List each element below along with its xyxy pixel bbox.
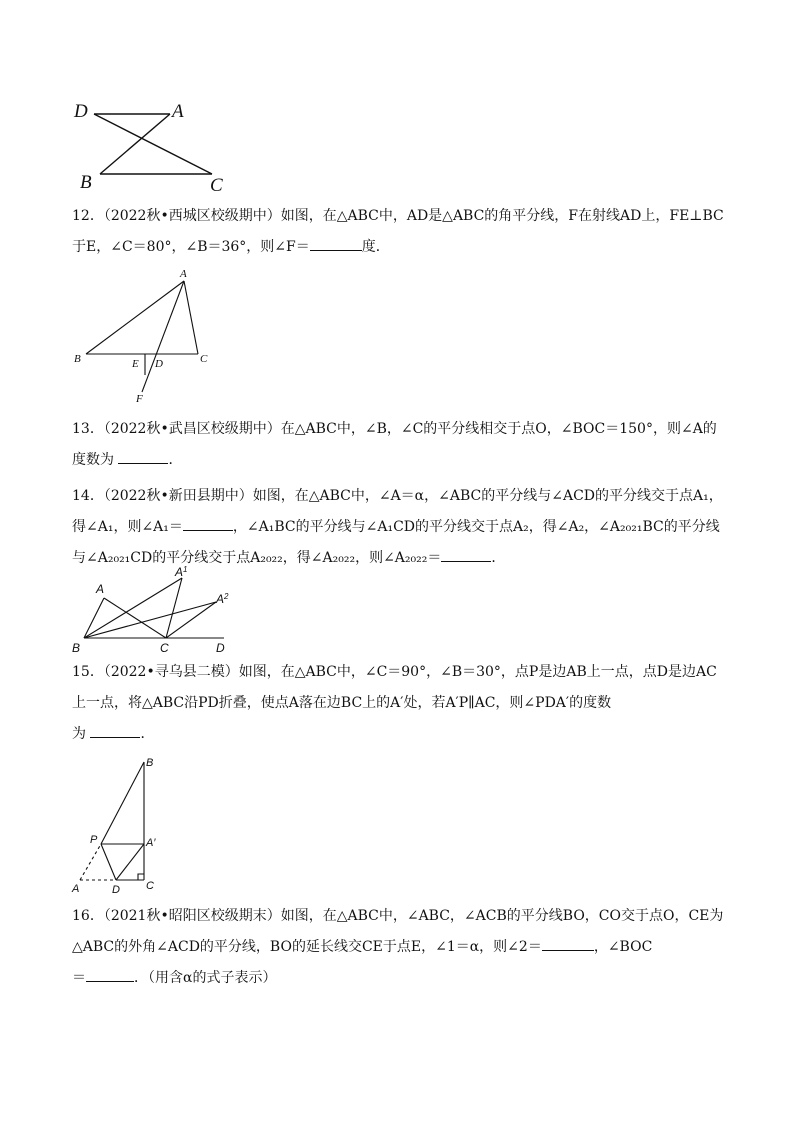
angle-bisector-diagram-q14 — [66, 566, 246, 656]
label-d: D — [74, 101, 88, 122]
segment-a2c — [166, 602, 216, 638]
question-14 — [72, 481, 722, 574]
segment-ac — [184, 281, 198, 354]
triangle-diagram-q11 — [66, 96, 236, 196]
question-15 — [72, 657, 722, 750]
q12-line2 — [72, 232, 722, 263]
label-d: D — [155, 358, 163, 370]
q15-line3 — [72, 719, 722, 750]
answer-blank-1[interactable] — [183, 516, 233, 531]
question-16 — [72, 901, 722, 994]
label-b: B — [80, 172, 92, 193]
figure-q14 — [66, 566, 246, 656]
answer-blank[interactable] — [90, 723, 140, 738]
label-d: D — [112, 884, 120, 896]
q14-text-b: ，∠A₁BC的平分线与∠A₁CD的平分线交于点A₂，得∠A₂，∠A₂₀₂₁BC的平分线 — [232, 519, 720, 535]
label-b: B — [146, 757, 154, 769]
segment-pb — [101, 762, 144, 844]
segment-dc — [94, 114, 212, 174]
label-a: A — [172, 101, 184, 122]
label-c: C — [200, 353, 208, 365]
label-c: C — [160, 641, 169, 655]
ray-ad — [142, 281, 184, 392]
answer-blank-2[interactable] — [86, 967, 134, 982]
label-e: E — [132, 358, 139, 370]
q14-line2 — [72, 512, 722, 543]
question-12 — [72, 201, 722, 263]
answer-blank-2[interactable] — [441, 547, 491, 562]
label-a: A — [180, 268, 187, 280]
figure-q11 — [66, 96, 236, 196]
segment-pd — [101, 844, 116, 880]
right-angle-mark — [138, 874, 144, 880]
label-c: C — [210, 175, 223, 196]
q15-line2: 上一点，将△ABC沿PD折叠，使点A落在边BC上的A′处，若A′P∥AC，则∠PDA′的度数 — [72, 695, 612, 711]
label-f: F — [136, 393, 143, 405]
segment-ap-dashed — [80, 844, 101, 880]
q13-text-b: ． — [168, 452, 183, 468]
answer-blank[interactable] — [118, 449, 168, 464]
q15-line1: 15．（2022•寻乌县二模）如图，在△ABC中，∠C＝90°，∠B＝30°，点P是边AB上一点，点D是边AC — [72, 664, 717, 680]
q12-text-b: 度． — [361, 239, 390, 255]
label-a-prime: A′ — [146, 837, 156, 849]
label-b: B — [72, 641, 81, 655]
label-a: A — [72, 883, 80, 895]
q13-line1: 13．（2022秋•武昌区校级期中）在△ABC中，∠B，∠C的平分线相交于点O，∠BOC＝150°，则∠A的 — [72, 421, 717, 437]
label-d: D — [216, 641, 225, 655]
figure-q12 — [66, 268, 226, 408]
label-a: A — [96, 582, 105, 596]
q14-text-c: 与∠A₂₀₂₁CD的平分线交于点A₂₀₂₂，得∠A₂₀₂₂，则∠A₂₀₂₂＝ — [72, 550, 442, 566]
triangle-diagram-q12 — [66, 268, 226, 408]
q16-text-d: ．（用含α的式子表示） — [134, 970, 277, 986]
q16-line2 — [72, 932, 722, 963]
q15-text-a: 为 — [72, 726, 86, 742]
q16-text-b: ，∠BOC — [593, 939, 653, 955]
question-13 — [72, 414, 722, 476]
q14-line1: 14．（2022秋•新田县期中）如图，在△ABC中，∠A＝α，∠ABC的平分线与∠ACD的平分线交于点A₁， — [72, 488, 723, 504]
label-p: P — [90, 834, 98, 846]
figure-q15 — [66, 752, 186, 897]
label-c: C — [146, 880, 154, 892]
q12-text-a: 于E，∠C＝80°，∠B＝36°，则∠F＝ — [72, 239, 310, 255]
q14-text-a: 得∠A₁，则∠A₁＝ — [72, 519, 183, 535]
q16-line3 — [72, 963, 722, 994]
q16-text-a: △ABC的外角∠ACD的平分线，BO的延长线交CE于点E，∠1＝α，则∠2＝ — [72, 939, 542, 955]
answer-blank-1[interactable] — [542, 936, 594, 951]
segment-ab — [86, 281, 184, 354]
label-a1: $A^1$ — [175, 565, 188, 579]
answer-blank[interactable] — [310, 236, 362, 251]
segment-da-prime — [116, 844, 144, 880]
q13-text-a: 度数为 — [72, 452, 114, 468]
segment-ba2 — [84, 602, 216, 638]
q14-text-d: ． — [491, 550, 506, 566]
q13-line2 — [72, 445, 722, 476]
q12-line1: 12．（2022秋•西城区校级期中）如图，在△ABC中，AD是△ABC的角平分线，F在射线AD上，FE⊥BC — [72, 208, 724, 224]
q15-text-b: ． — [140, 726, 155, 742]
label-a2: $A^2$ — [216, 592, 229, 606]
label-b: B — [74, 353, 81, 365]
q16-line1: 16．（2021秋•昭阳区校级期末）如图，在△ABC中，∠ABC，∠ACB的平分线BO，CO交于点O，CE为 — [72, 908, 724, 924]
folding-triangle-diagram-q15 — [66, 752, 186, 897]
segment-a1c — [166, 578, 182, 638]
q16-text-c: ＝ — [72, 970, 86, 986]
